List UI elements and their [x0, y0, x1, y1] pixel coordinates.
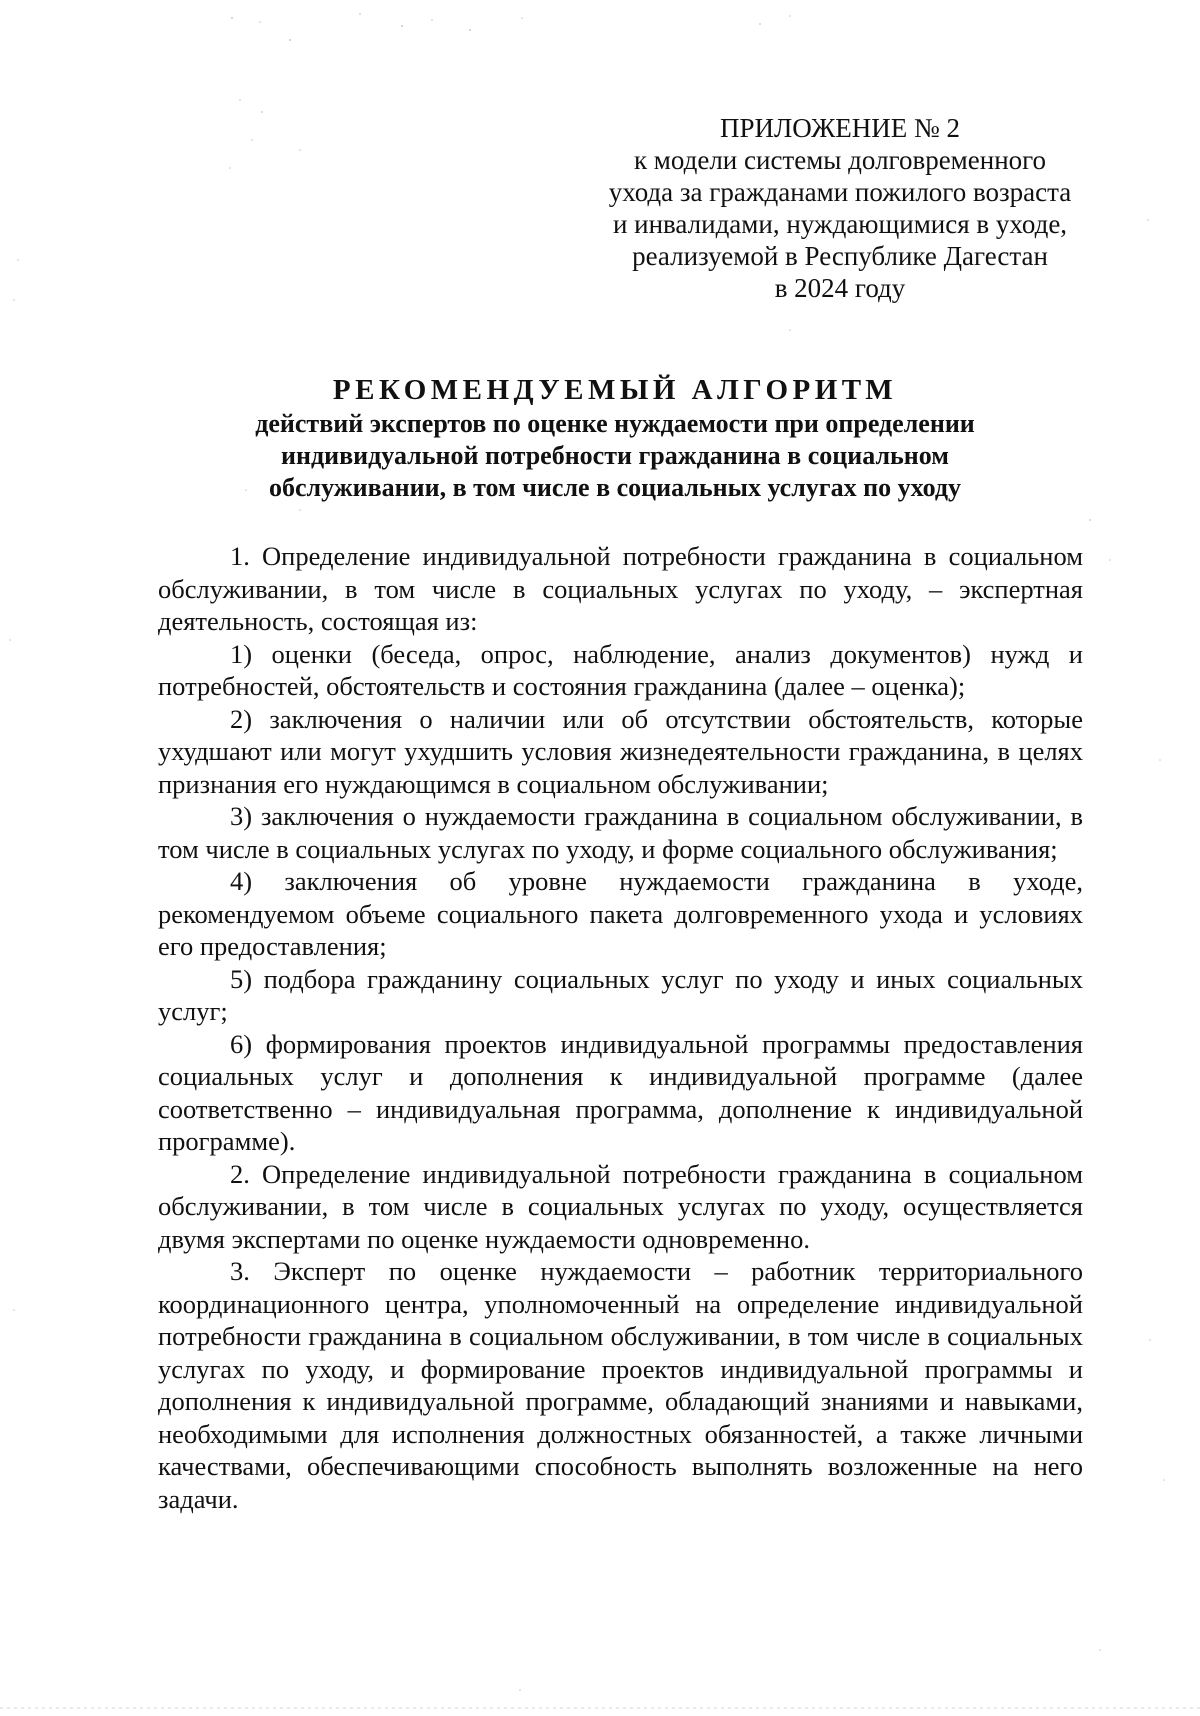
heading-title: РЕКОМЕНДУЕМЫЙ АЛГОРИТМ: [332, 374, 898, 406]
appendix-line: и инвалидами, нуждающимися в уходе,: [612, 209, 1068, 239]
appendix-line: в 2024 году: [774, 273, 906, 303]
document-body: [158, 540, 1083, 1515]
document-heading: [150, 372, 1080, 504]
heading-subtitle-line: индивидуальной потребности гражданина в социальном: [281, 441, 949, 470]
paragraph-1-item-6: 6) формирования проектов индивидуальной программы предоставления социальных услуг и дополнения к индивидуальной программе (далее соответственно – индивидуальная программа, дополнение к индивидуальной программе).: [158, 1028, 1083, 1156]
paragraph-1-item-3: 3) заключения о нуждаемости гражданина в социальном обслуживании, в том числе в социальных услугах по уходу, и форме социального обслуживания;: [158, 801, 1083, 864]
paragraph-3: 3. Эксперт по оценке нуждаемости – работник территориального координационного центра, уполномоченный на определение индивидуальной потребности гражданина в социальном обслуживании, в том числе в социальных услугах по уходу, и формирование проектов индивидуальной программы и дополнения к индивидуальной программе, обладающий знаниями и навыками, необходимыми для исполнения должностных обязанностей, а также личными качествами, обеспечивающими способность выполнять возложенные на него задачи.: [158, 1256, 1083, 1514]
paragraph-1-item-4: 4) заключения об уровне нуждаемости гражданина в уходе, рекомендуемом объеме социального пакета долговременного ухода и условиях его предоставления;: [158, 866, 1083, 961]
appendix-block: [560, 112, 1120, 304]
paragraph-1-item-2: 2) заключения о наличии или об отсутствии обстоятельств, которые ухудшают или могут ухудшить условия жизнедеятельности гражданина, в целях признания его нуждающимся в социальном обслуживании;: [158, 703, 1083, 799]
appendix-line: реализуемой в Республике Дагестан: [632, 241, 1048, 271]
paragraph-1-item-1: 1) оценки (беседа, опрос, наблюдение, анализ документов) нужд и потребностей, обстоятельств и состояния гражданина (далее – оценка);: [158, 638, 1083, 701]
appendix-title: ПРИЛОЖЕНИЕ № 2: [719, 113, 961, 143]
paragraph-2: 2. Определение индивидуальной потребности гражданина в социальном обслуживании, в том числе в социальных услугах по уходу, осуществляется двумя экспертами по оценке нуждаемости одновременно.: [158, 1158, 1083, 1254]
paragraph-1: 1. Определение индивидуальной потребности гражданина в социальном обслуживании, в том числе в социальных услугах по уходу, – экспертная деятельность, состоящая из:: [158, 541, 1083, 636]
paragraph-1-item-5: 5) подбора гражданину социальных услуг по уходу и иных социальных услуг;: [158, 963, 1083, 1026]
heading-subtitle-line: обслуживании, в том числе в социальных услугах по уходу: [268, 473, 961, 502]
appendix-line: ухода за гражданами пожилого возраста: [608, 177, 1072, 207]
appendix-line: к модели системы долговременного: [633, 145, 1047, 175]
heading-subtitle-line: действий экспертов по оценке нуждаемости при определении: [255, 409, 975, 438]
